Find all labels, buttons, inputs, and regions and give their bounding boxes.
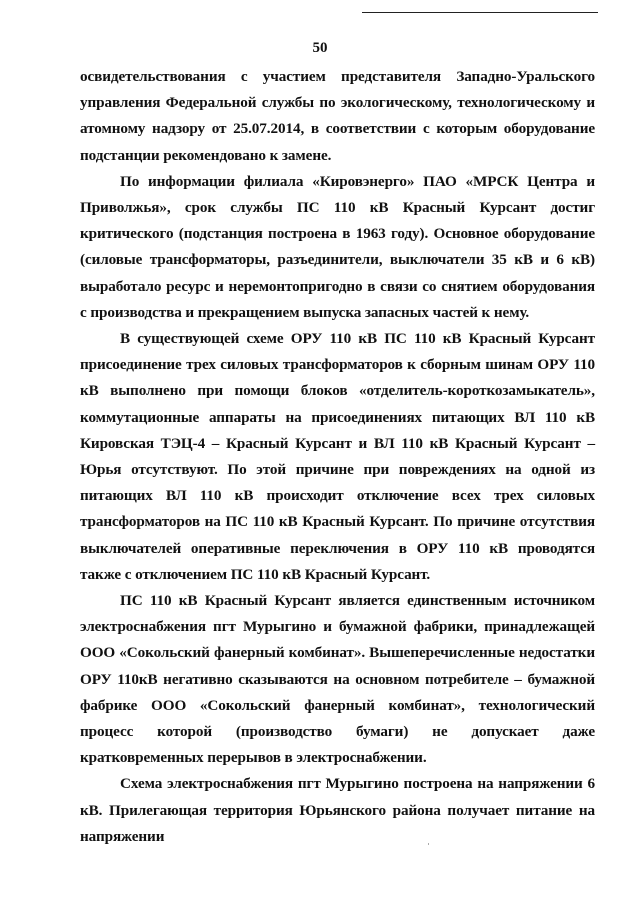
paragraph-continued: освидетельствования с участием представителя Западно-Уральского управления Федеральной службы по экологическому, технологическому и атомному надзору от 25.07.2014, в соответствии с которым оборудование подстанции рекомендовано к замене. [80,68,595,164]
paragraph-power-scheme: Схема электроснабжения пгт Мурыгино построена на напряжении 6 кВ. Прилегающая территория Юрьянского района получает питание на напряжении [80,775,595,845]
scan-speck [428,843,429,845]
page-number: 50 [312,40,328,56]
paragraph-single-source: ПС 110 кВ Красный Курсант является единственным источником электроснабжения пгт Мурыгино и бумажной фабрики, принадлежащей ООО «Сокольский фанерный комбинат». Вышеперечисленные недостатки ОРУ 110кВ негативно сказываются на основном потребителе – бумажной фабрике ООО «Сокольский фанерный комбинат», технологический процесс которой (производство бумаги) не допускает даже кратковременных перерывов в электроснабжении. [80,592,595,767]
header-rule [362,12,598,13]
paragraph-oru-scheme: В существующей схеме ОРУ 110 кВ ПС 110 кВ Красный Курсант присоединение трех силовых трансформаторов к сборным шинам ОРУ 110 кВ выполнено при помощи блоков «отделитель-короткозамыкатель», коммутационные аппараты на присоединениях питающих ВЛ 110 кВ Кировская ТЭЦ-4 – Красный Курсант и ВЛ 110 кВ Красный Курсант – Юрья отсутствуют. По этой причине при повреждениях на одной из питающих ВЛ 110 кВ происходит отключение всех трех силовых трансформаторов на ПС 110 кВ Красный Курсант. По причине отсутствия выключателей оперативные переключения в ОРУ 110 кВ проводятся также с отключением ПС 110 кВ Красный Курсант. [80,330,595,583]
body-text [80,64,595,850]
paragraph-kirovenergo-info: По информации филиала «Кировэнерго» ПАО «МРСК Центра и Приволжья», срок службы ПС 110 кВ Красный Курсант достиг критического (подстанция построена в 1963 году). Основное оборудование (силовые трансформаторы, разъединители, выключатели 35 кВ и 6 кВ) выработало ресурс и неремонтопригодно в связи со снятием оборудования с производства и прекращением выпуска запасных частей к нему. [80,172,595,321]
